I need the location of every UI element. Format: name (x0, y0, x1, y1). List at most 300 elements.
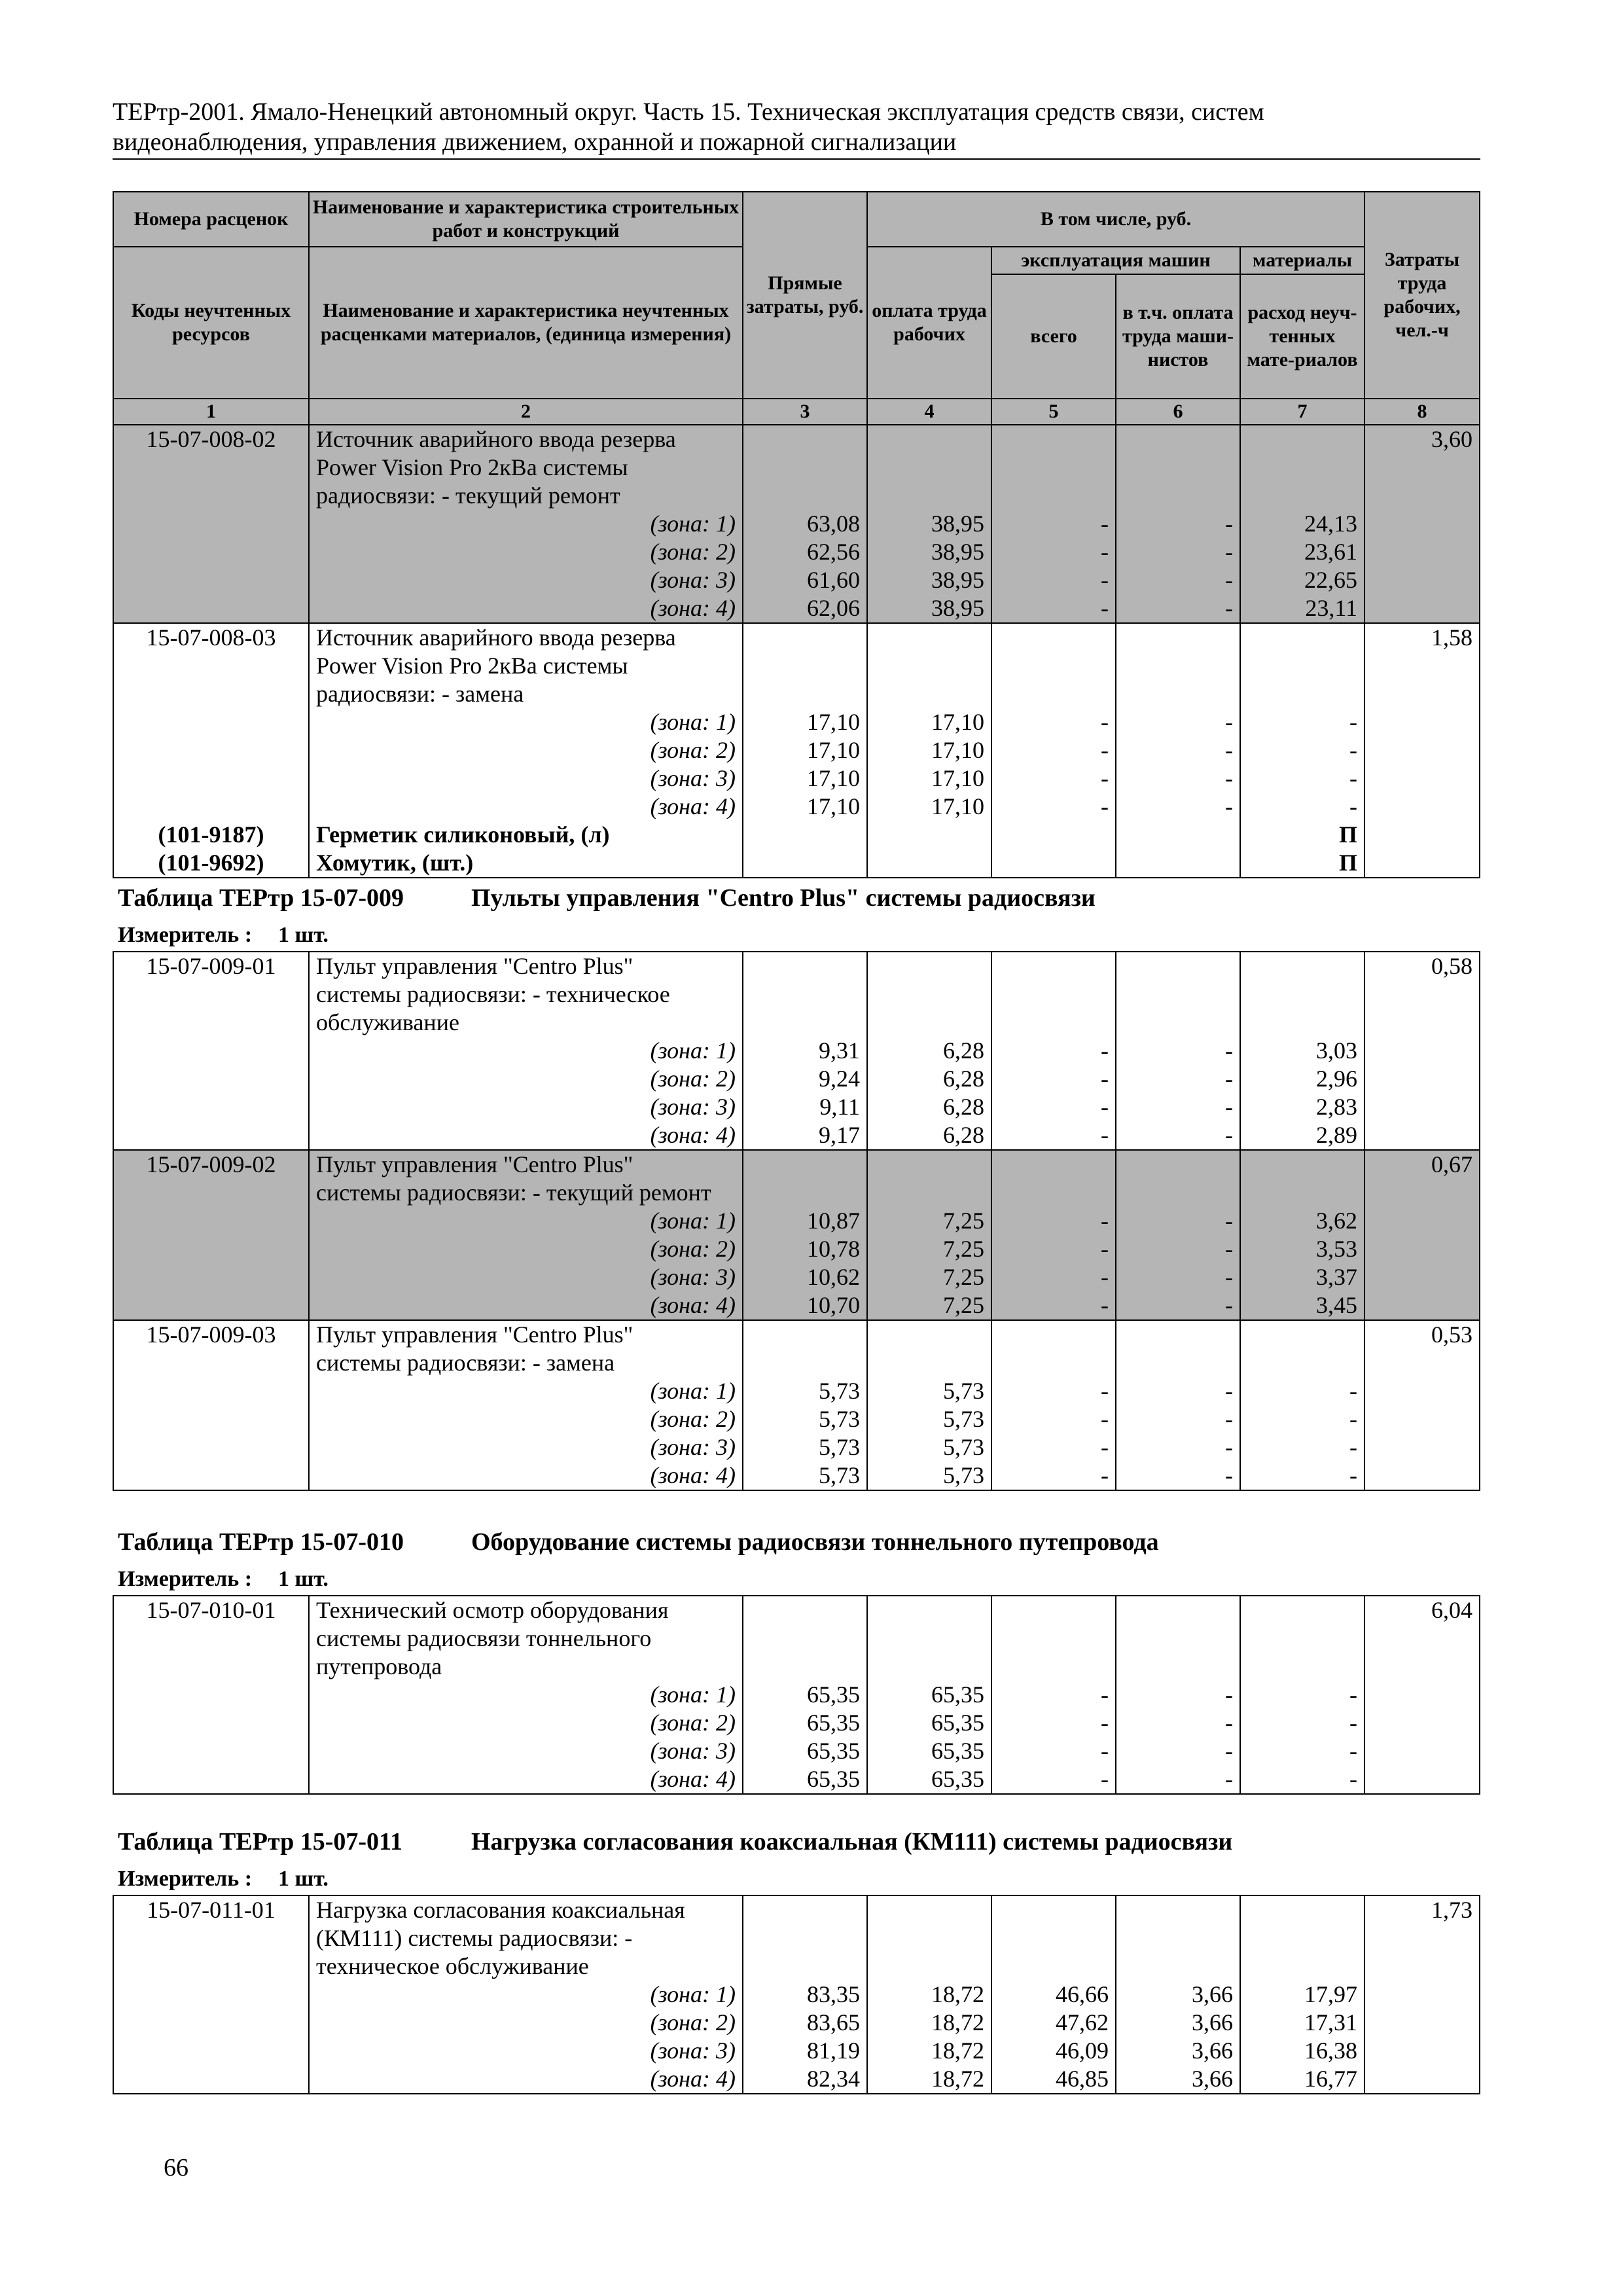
zone-label: (зона: 4) (309, 793, 743, 821)
zone-row (113, 1121, 1480, 1150)
zone-cell (113, 1093, 309, 1121)
zone-cell: 38,95 (867, 510, 991, 538)
rate-name-line: системы радиосвязи: - техническое (309, 980, 743, 1009)
zone-cell (1364, 1207, 1480, 1235)
zone-cell (113, 1405, 309, 1433)
zone-cell: 3,66 (1116, 2065, 1240, 2094)
labor-value: 0,58 (1364, 952, 1480, 980)
table-title (118, 884, 1096, 912)
zone-cell: - (1116, 793, 1240, 821)
zone-cell: 17,97 (1240, 1981, 1364, 2009)
zone-cell: 3,66 (1116, 2009, 1240, 2037)
zone-cell (1364, 1291, 1480, 1320)
zone-cell: - (1116, 708, 1240, 736)
header-line-2: видеонаблюдения, управления движением, охранной и пожарной сигнализации (113, 128, 957, 156)
col-num-6: 6 (1116, 399, 1240, 425)
zone-cell (1364, 594, 1480, 623)
zone-cell (1364, 566, 1480, 594)
resource-name: Герметик силиконовый, (л) (309, 821, 743, 849)
zone-cell: - (1116, 1433, 1240, 1462)
zone-cell: - (1116, 1709, 1240, 1737)
rate-name-line: техническое обслуживание (309, 1952, 743, 1981)
rate-name-line: системы радиосвязи тоннельного (309, 1624, 743, 1653)
zone-cell: 10,78 (743, 1235, 867, 1263)
zone-cell: 17,10 (867, 764, 991, 793)
rate-code: 15-07-009-03 (113, 1320, 309, 1349)
zone-cell: - (1116, 594, 1240, 623)
zone-cell: - (1116, 1681, 1240, 1709)
zone-cell: 62,06 (743, 594, 867, 623)
zone-cell: 9,17 (743, 1121, 867, 1150)
zone-label: (зона: 3) (309, 1093, 743, 1121)
zone-cell: 38,95 (867, 566, 991, 594)
zone-cell: 3,37 (1240, 1263, 1364, 1291)
zone-cell: 18,72 (867, 2037, 991, 2065)
zone-cell: 7,25 (867, 1263, 991, 1291)
zone-cell (1364, 764, 1480, 793)
zone-cell (113, 1981, 309, 2009)
zone-cell: - (1116, 736, 1240, 764)
col-num-5: 5 (991, 399, 1116, 425)
zone-cell: - (991, 1207, 1116, 1235)
zone-cell: - (1116, 510, 1240, 538)
zone-label: (зона: 4) (309, 2065, 743, 2094)
zone-label: (зона: 3) (309, 2037, 743, 2065)
zone-cell: - (991, 1433, 1116, 1462)
zone-cell (1364, 538, 1480, 566)
zone-cell: 17,10 (867, 708, 991, 736)
zone-cell: - (991, 594, 1116, 623)
zone-cell: 23,61 (1240, 538, 1364, 566)
meter-unit: 1 шт. (278, 1567, 329, 1591)
zone-cell: - (1116, 1065, 1240, 1093)
meter-unit: 1 шт. (278, 923, 329, 947)
rate-name: Пульт управления "Centro Plus" (309, 952, 743, 980)
resource-mark: П (1240, 821, 1364, 849)
zone-cell (113, 510, 309, 538)
rate-code: 15-07-008-02 (113, 425, 309, 454)
zone-cell: 10,87 (743, 1207, 867, 1235)
zone-label: (зона: 1) (309, 1681, 743, 1709)
zone-label: (зона: 3) (309, 1433, 743, 1462)
zone-cell (1364, 1981, 1480, 2009)
zone-cell (1364, 2009, 1480, 2037)
zone-row (113, 793, 1480, 821)
labor-value: 3,60 (1364, 425, 1480, 454)
rates-table-main (113, 191, 1480, 878)
zone-label: (зона: 2) (309, 2009, 743, 2037)
zone-cell (113, 538, 309, 566)
header-wage: оплата труда рабочих (867, 247, 991, 399)
rate-name-line: системы радиосвязи: - замена (309, 1349, 743, 1377)
page-number: 66 (164, 2154, 188, 2181)
zone-cell: - (991, 1737, 1116, 1765)
table-row (113, 623, 1480, 652)
zone-cell: - (1116, 1377, 1240, 1405)
col-num-7: 7 (1240, 399, 1364, 425)
header-machinist-wage: в т.ч. оплата труда маши-нистов (1116, 274, 1240, 399)
rate-name-line: обслуживание (309, 1009, 743, 1037)
zone-cell (113, 736, 309, 764)
table-row (113, 1320, 1480, 1349)
zone-cell: - (991, 1065, 1116, 1093)
zone-row (113, 1433, 1480, 1462)
zone-cell: - (1240, 708, 1364, 736)
zone-cell: - (991, 566, 1116, 594)
zone-cell (113, 1377, 309, 1405)
zone-cell: 17,10 (867, 793, 991, 821)
zone-cell: - (991, 1037, 1116, 1065)
zone-label: (зона: 3) (309, 1263, 743, 1291)
zone-cell: - (991, 1235, 1116, 1263)
zone-row (113, 2009, 1480, 2037)
rate-name-line: путепровода (309, 1653, 743, 1681)
zone-row (113, 594, 1480, 623)
zone-cell (113, 764, 309, 793)
zone-cell (1364, 1121, 1480, 1150)
zone-cell: - (991, 736, 1116, 764)
zone-row (113, 1037, 1480, 1065)
zone-cell (1364, 1235, 1480, 1263)
meter-line (118, 1567, 329, 1592)
zone-cell: 3,45 (1240, 1291, 1364, 1320)
zone-row (113, 2065, 1480, 2094)
zone-cell: - (991, 1093, 1116, 1121)
resource-code: (101-9692) (113, 849, 309, 878)
rate-name-line: радиосвязи: - текущий ремонт (309, 482, 743, 510)
zone-cell: - (991, 1709, 1116, 1737)
meter-label: Измеритель : (118, 1567, 253, 1591)
zone-cell: 65,35 (743, 1765, 867, 1794)
rate-name-line: Power Vision Pro 2кВа системы (309, 652, 743, 680)
zone-label: (зона: 4) (309, 1462, 743, 1490)
zone-label: (зона: 4) (309, 1121, 743, 1150)
zone-row (113, 1981, 1480, 2009)
zone-cell: 46,66 (991, 1981, 1116, 2009)
rate-code: 15-07-009-01 (113, 952, 309, 980)
table-title-number: Таблица ТЕРтр 15-07-010 (118, 1528, 404, 1556)
header-resource-codes: Коды неучтенных ресурсов (113, 247, 309, 399)
rate-code: 15-07-011-01 (113, 1895, 309, 1924)
zone-cell: 6,28 (867, 1065, 991, 1093)
labor-value: 1,58 (1364, 623, 1480, 652)
zone-cell (113, 1235, 309, 1263)
zone-row (113, 1377, 1480, 1405)
zone-cell: 9,11 (743, 1093, 867, 1121)
zone-label: (зона: 3) (309, 1737, 743, 1765)
zone-cell: 65,35 (867, 1737, 991, 1765)
zone-cell: 65,35 (867, 1765, 991, 1794)
zone-label: (зона: 1) (309, 1377, 743, 1405)
rate-name-line: радиосвязи: - замена (309, 680, 743, 708)
zone-cell (113, 1291, 309, 1320)
rate-name: Источник аварийного ввода резерва (309, 623, 743, 652)
zone-cell: 65,35 (743, 1681, 867, 1709)
zone-cell: - (1116, 764, 1240, 793)
zone-cell: 5,73 (743, 1377, 867, 1405)
header-direct-costs: Прямые затраты, руб. (743, 192, 867, 399)
zone-cell: - (1116, 566, 1240, 594)
zone-cell: 16,38 (1240, 2037, 1364, 2065)
zone-cell: 5,73 (867, 1405, 991, 1433)
zone-cell (113, 708, 309, 736)
col-num-2: 2 (309, 399, 743, 425)
zone-cell (113, 2065, 309, 2094)
zone-cell (113, 1462, 309, 1490)
zone-cell: - (1240, 764, 1364, 793)
zone-cell (113, 1121, 309, 1150)
zone-cell: - (991, 708, 1116, 736)
zone-cell: 38,95 (867, 594, 991, 623)
zone-cell: 7,25 (867, 1291, 991, 1320)
zone-row (113, 708, 1480, 736)
rate-code: 15-07-009-02 (113, 1150, 309, 1179)
header-machines: эксплуатация машин (991, 247, 1240, 274)
zone-cell: - (1116, 1462, 1240, 1490)
page-header (113, 97, 1480, 160)
zone-cell (1364, 1681, 1480, 1709)
zone-cell: - (1240, 1681, 1364, 1709)
zone-cell: 82,34 (743, 2065, 867, 2094)
zone-cell: 17,10 (743, 793, 867, 821)
zone-cell: - (991, 1121, 1116, 1150)
zone-cell: 3,53 (1240, 1235, 1364, 1263)
zone-cell: - (1116, 1037, 1240, 1065)
table-row (113, 1895, 1480, 1924)
zone-cell (113, 566, 309, 594)
zone-cell: 7,25 (867, 1207, 991, 1235)
rate-name: Технический осмотр оборудования (309, 1596, 743, 1624)
zone-cell (113, 2037, 309, 2065)
zone-cell: 2,89 (1240, 1121, 1364, 1150)
zone-label: (зона: 1) (309, 1037, 743, 1065)
zone-cell: 65,35 (867, 1709, 991, 1737)
zone-cell (1364, 1377, 1480, 1405)
zone-cell: - (991, 1291, 1116, 1320)
zone-cell (113, 793, 309, 821)
rates-table-010 (113, 1595, 1480, 1795)
zone-cell (1364, 1065, 1480, 1093)
zone-cell: 5,73 (743, 1462, 867, 1490)
zone-cell (1364, 510, 1480, 538)
zone-cell: 3,66 (1116, 2037, 1240, 2065)
zone-cell: 83,65 (743, 2009, 867, 2037)
zone-cell (113, 2009, 309, 2037)
meter-label: Измеритель : (118, 923, 253, 947)
labor-value: 1,73 (1364, 1895, 1480, 1924)
table-row (113, 952, 1480, 980)
zone-row (113, 1765, 1480, 1794)
zone-cell (1364, 1037, 1480, 1065)
zone-cell (1364, 736, 1480, 764)
table-title-text: Оборудование системы радиосвязи тоннельного путепровода (471, 1528, 1159, 1556)
zone-cell: - (1116, 1121, 1240, 1150)
col-num-4: 4 (867, 399, 991, 425)
zone-cell: - (1240, 736, 1364, 764)
zone-cell: - (991, 1681, 1116, 1709)
zone-label: (зона: 2) (309, 1065, 743, 1093)
zone-cell (113, 1207, 309, 1235)
resource-name: Хомутик, (шт.) (309, 849, 743, 878)
zone-cell: 5,73 (743, 1405, 867, 1433)
zone-cell: 17,31 (1240, 2009, 1364, 2037)
zone-cell: 24,13 (1240, 510, 1364, 538)
zone-row (113, 1681, 1480, 1709)
zone-cell: 46,09 (991, 2037, 1116, 2065)
zone-cell: 38,95 (867, 538, 991, 566)
zone-cell: 17,10 (743, 708, 867, 736)
zone-cell: - (1116, 1737, 1240, 1765)
table-row (113, 1596, 1480, 1624)
zone-cell (113, 1433, 309, 1462)
header-machines-total: всего (991, 274, 1116, 399)
zone-cell: - (991, 1462, 1116, 1490)
zone-label: (зона: 3) (309, 764, 743, 793)
zone-cell: 65,35 (867, 1681, 991, 1709)
zone-cell (113, 1737, 309, 1765)
rates-table-011 (113, 1895, 1480, 2094)
meter-label: Измеритель : (118, 1867, 253, 1891)
zone-label: (зона: 1) (309, 510, 743, 538)
zone-cell: - (991, 538, 1116, 566)
zone-cell: - (991, 1377, 1116, 1405)
zone-cell (1364, 1765, 1480, 1794)
zone-cell: - (1116, 1291, 1240, 1320)
zone-cell: 5,73 (867, 1377, 991, 1405)
meter-line (118, 923, 329, 948)
zone-cell: - (1116, 1093, 1240, 1121)
zone-cell (113, 1065, 309, 1093)
zone-label: (зона: 2) (309, 1405, 743, 1433)
zone-cell (1364, 2065, 1480, 2094)
header-work-name: Наименование и характеристика строительных работ и конструкций (309, 192, 743, 247)
zone-row (113, 566, 1480, 594)
zone-cell: 17,10 (743, 764, 867, 793)
zone-cell (1364, 1709, 1480, 1737)
zone-cell: - (991, 764, 1116, 793)
rate-name: Нагрузка согласования коаксиальная (309, 1895, 743, 1924)
zone-cell: 6,28 (867, 1093, 991, 1121)
zone-label: (зона: 4) (309, 1765, 743, 1794)
zone-cell: 5,73 (867, 1462, 991, 1490)
zone-row (113, 2037, 1480, 2065)
resource-row (113, 821, 1480, 849)
col-num-1: 1 (113, 399, 309, 425)
zone-cell: 3,62 (1240, 1207, 1364, 1235)
rate-name-line: Power Vision Pro 2кВа системы (309, 454, 743, 482)
zone-cell: - (1116, 1235, 1240, 1263)
zone-cell: 5,73 (743, 1433, 867, 1462)
zone-cell: 7,25 (867, 1235, 991, 1263)
zone-cell: 6,28 (867, 1037, 991, 1065)
zone-row (113, 1709, 1480, 1737)
zone-label: (зона: 1) (309, 708, 743, 736)
rate-name: Пульт управления "Centro Plus" (309, 1320, 743, 1349)
zone-label: (зона: 1) (309, 1981, 743, 2009)
table-title-number: Таблица ТЕРтр 15-07-011 (118, 1828, 402, 1856)
rate-name-line: системы радиосвязи: - текущий ремонт (309, 1179, 743, 1207)
rate-name: Источник аварийного ввода резерва (309, 425, 743, 454)
zone-row (113, 538, 1480, 566)
zone-cell: 81,19 (743, 2037, 867, 2065)
zone-cell (1364, 1462, 1480, 1490)
table-title-text: Пульты управления "Centro Plus" системы радиосвязи (471, 884, 1096, 912)
table-title-number: Таблица ТЕРтр 15-07-009 (118, 884, 404, 912)
zone-cell (1364, 708, 1480, 736)
rate-code: 15-07-010-01 (113, 1596, 309, 1624)
zone-cell: 2,83 (1240, 1093, 1364, 1121)
zone-cell: 6,28 (867, 1121, 991, 1150)
zone-cell (113, 1709, 309, 1737)
zone-cell: - (1116, 1765, 1240, 1794)
header-resource-name: Наименование и характеристика неучтенных расценками материалов, (единица измерения) (309, 247, 743, 399)
zone-row (113, 1235, 1480, 1263)
col-num-8: 8 (1364, 399, 1480, 425)
zone-row (113, 1093, 1480, 1121)
zone-cell: - (1116, 1263, 1240, 1291)
zone-cell (1364, 793, 1480, 821)
zone-cell: - (991, 793, 1116, 821)
table-row (113, 425, 1480, 454)
zone-cell: 9,24 (743, 1065, 867, 1093)
zone-cell: - (991, 510, 1116, 538)
zone-row (113, 1263, 1480, 1291)
zone-cell (113, 1263, 309, 1291)
zone-cell: 61,60 (743, 566, 867, 594)
zone-cell: 22,65 (1240, 566, 1364, 594)
zone-cell (113, 594, 309, 623)
zone-cell: 9,31 (743, 1037, 867, 1065)
zone-cell: 18,72 (867, 2065, 991, 2094)
zone-cell (113, 1765, 309, 1794)
zone-label: (зона: 2) (309, 1709, 743, 1737)
zone-label: (зона: 4) (309, 594, 743, 623)
zone-cell: 2,96 (1240, 1065, 1364, 1093)
zone-cell: 18,72 (867, 2009, 991, 2037)
resource-row (113, 849, 1480, 878)
zone-cell: - (1240, 1377, 1364, 1405)
zone-cell: 18,72 (867, 1981, 991, 2009)
zone-cell (1364, 1405, 1480, 1433)
rates-table-009 (113, 951, 1480, 1491)
zone-cell: 17,10 (743, 736, 867, 764)
zone-cell: 17,10 (867, 736, 991, 764)
zone-cell (1364, 1737, 1480, 1765)
zone-label: (зона: 1) (309, 1207, 743, 1235)
table-title-text: Нагрузка согласования коаксиальная (КМ111) системы радиосвязи (471, 1828, 1233, 1856)
zone-cell: 46,85 (991, 2065, 1116, 2094)
zone-cell: - (1240, 793, 1364, 821)
zone-cell: 63,08 (743, 510, 867, 538)
rate-name-line: (КМ111) системы радиосвязи: - (309, 1924, 743, 1952)
zone-row (113, 1291, 1480, 1320)
zone-cell: 65,35 (743, 1709, 867, 1737)
labor-value: 0,67 (1364, 1150, 1480, 1179)
zone-cell: 83,35 (743, 1981, 867, 2009)
table-row (113, 1150, 1480, 1179)
zone-row (113, 1462, 1480, 1490)
zone-cell (113, 1037, 309, 1065)
rate-name: Пульт управления "Centro Plus" (309, 1150, 743, 1179)
zone-row (113, 736, 1480, 764)
zone-cell (1364, 1263, 1480, 1291)
zone-row (113, 1737, 1480, 1765)
zone-cell (1364, 2037, 1480, 2065)
zone-cell: 47,62 (991, 2009, 1116, 2037)
table-title (118, 1528, 1159, 1556)
zone-cell: 10,70 (743, 1291, 867, 1320)
rate-code: 15-07-008-03 (113, 623, 309, 652)
